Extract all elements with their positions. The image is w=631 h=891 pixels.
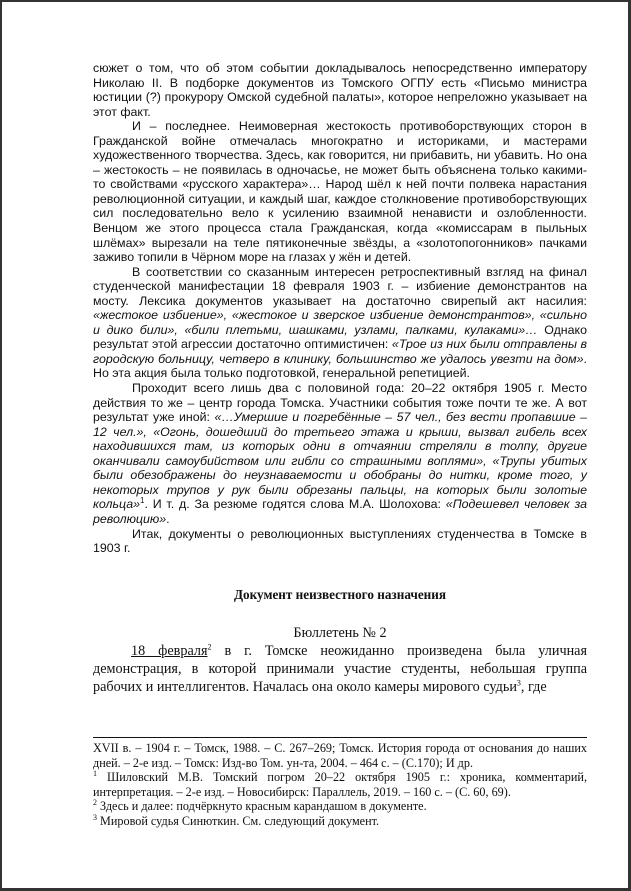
footnote-text: Здесь и далее: подчёркнуто красным карандашом в документе. (97, 799, 427, 814)
underlined-date: 18 февраля (131, 643, 208, 659)
quote-segment: «Трое из них были отправлены в городскую больницу, четверо в клинику, большинство же удалось увезти на дом» (93, 337, 588, 366)
text-segment: . И т. д. За резюме годятся слова М.А. Шолохова: (144, 497, 446, 512)
footnote-text: Шиловский М.В. Томский погром 20–22 октября 1905 г.: хроника, комментарий, интерпретация. – 2-е изд. – Новосибирск: Параллель, 2019. – 160 с. – (С. 60, 69). (93, 770, 587, 799)
footnote-mark: 2 (93, 798, 97, 808)
footnote-item (93, 770, 587, 799)
footnote-mark: 3 (93, 812, 97, 822)
article-body (93, 61, 587, 556)
body-paragraph (93, 527, 587, 556)
body-paragraph (93, 61, 587, 119)
footnote-mark: 1 (93, 769, 97, 779)
body-paragraph (93, 119, 587, 264)
text-segment: в г. Томске неожиданно произведена была уличная демонстрация, в которой принимали участие студенты, небольшая группа рабочих и интеллигентов. Началась она около камеры мирового судьи (93, 643, 587, 696)
archival-document (93, 586, 587, 697)
footnote-separator (93, 737, 587, 738)
footnote-ref[interactable]: 2 (207, 642, 212, 652)
text-segment: Итак, документы о революционных выступлениях студенчества в Томске в 1903 г. (93, 526, 587, 556)
body-paragraph (93, 381, 587, 526)
document-heading: Документ неизвестного назначения (233, 587, 447, 602)
body-paragraph (93, 265, 587, 381)
footnote-item (93, 814, 587, 829)
bulletin-title: Бюллетень № 2 (293, 625, 387, 641)
footnote-text: Мировой судья Синюткин. См. следующий документ. (97, 813, 380, 828)
footnotes (93, 741, 587, 829)
footnote-continuation: XVII в. – 1904 г. – Томск, 1988. – С. 267–269; Томск. История города от основания до наших дней. – 2-е изд. – Томск: Изд-во Том. ун-та, 2004. – 464 с. – (С.170); И др. (93, 741, 587, 770)
text-segment: , где (520, 679, 547, 696)
text-segment: В соответствии со сказанным интересен ретроспективный взгляд на финал студенческой манифестации 18 февраля 1903 г. – избиение демонстрантов на мосту. Лексика документов указывает на достаточно свирепый акт насилия: (93, 264, 587, 308)
text-segment: сюжет о том, что об этом событии докладывалось непосредственно императору Николаю II. В подборке документов из Томского ОГПУ есть «Письмо министра юстиции (?) прокурору Омской судебной палаты», которое непреложно указывает на этот факт. (93, 61, 587, 119)
footnote-ref[interactable]: 3 (516, 678, 521, 688)
text-segment: . (166, 511, 170, 526)
quote-segment: «…Умершие и погребённые – 57 чел., без вести пропавшие – 12 чел.», «Огонь, дошедший до третьего этажа и крыши, вызвал гибель всех находившихся там, из которых одни в отчаянии стреляли в толпу, другие оканчивали самоубийством или гибли со страшными воплями», «Трупы убитых были обезображены до неузнаваемости и обобраны до нитки, кроме того, у некоторых трупов у рук были обрезаны пальцы, на которых были золотые кольца» (93, 410, 587, 512)
text-segment: И – последнее. Неимоверная жестокость противоборствующих сторон в Гражданской войне отмечалась многократно и историками, и мастерами художественного творчества. Здесь, как говорится, ни прибавить, ни убавить. Но она – жестокость – не появилась в одночасье, не может быть объяснена только какими-то свойствами «русского характера»… Народ шёл к ней почти полвека нарастания революционной ситуации, и каждый шаг, каждое столкновение противоборствующих сил последовательно вело к усилению взаимной ненависти и озлобленности. Венцом же этого процесса стала Гражданская, когда «комиссарам в пыльных шлёмах» вырезали на теле пятиконечные звёзды, а «золотопогонников» пачками заживо топили в Чёрном море на глазах у жён и детей. (93, 119, 587, 265)
text-segment: Проходит всего лишь два с половиной года: 20–22 октября 1905 г. Место действия то же – центр города Томска. Участники события тоже почти те же. А вот результат уже иной: (93, 381, 587, 425)
document-paragraph (93, 642, 587, 697)
footnote-ref[interactable]: 1 (139, 496, 145, 506)
text-segment: Однако результат этой агрессии достаточно оптимистичен: (93, 322, 587, 352)
quote-segment: «жестокое избиение», «жестокое и зверское избиение демонстрантов», «сильно и дико били», «били плетьми, шашками, узлами, палками, кулаками»… (93, 308, 587, 337)
quote-segment: «Подешевел человек за революцию» (93, 497, 587, 526)
footnote-item (93, 799, 587, 814)
text-segment: . Но эта акция была только подготовкой, генеральной репетицией. (93, 351, 587, 381)
